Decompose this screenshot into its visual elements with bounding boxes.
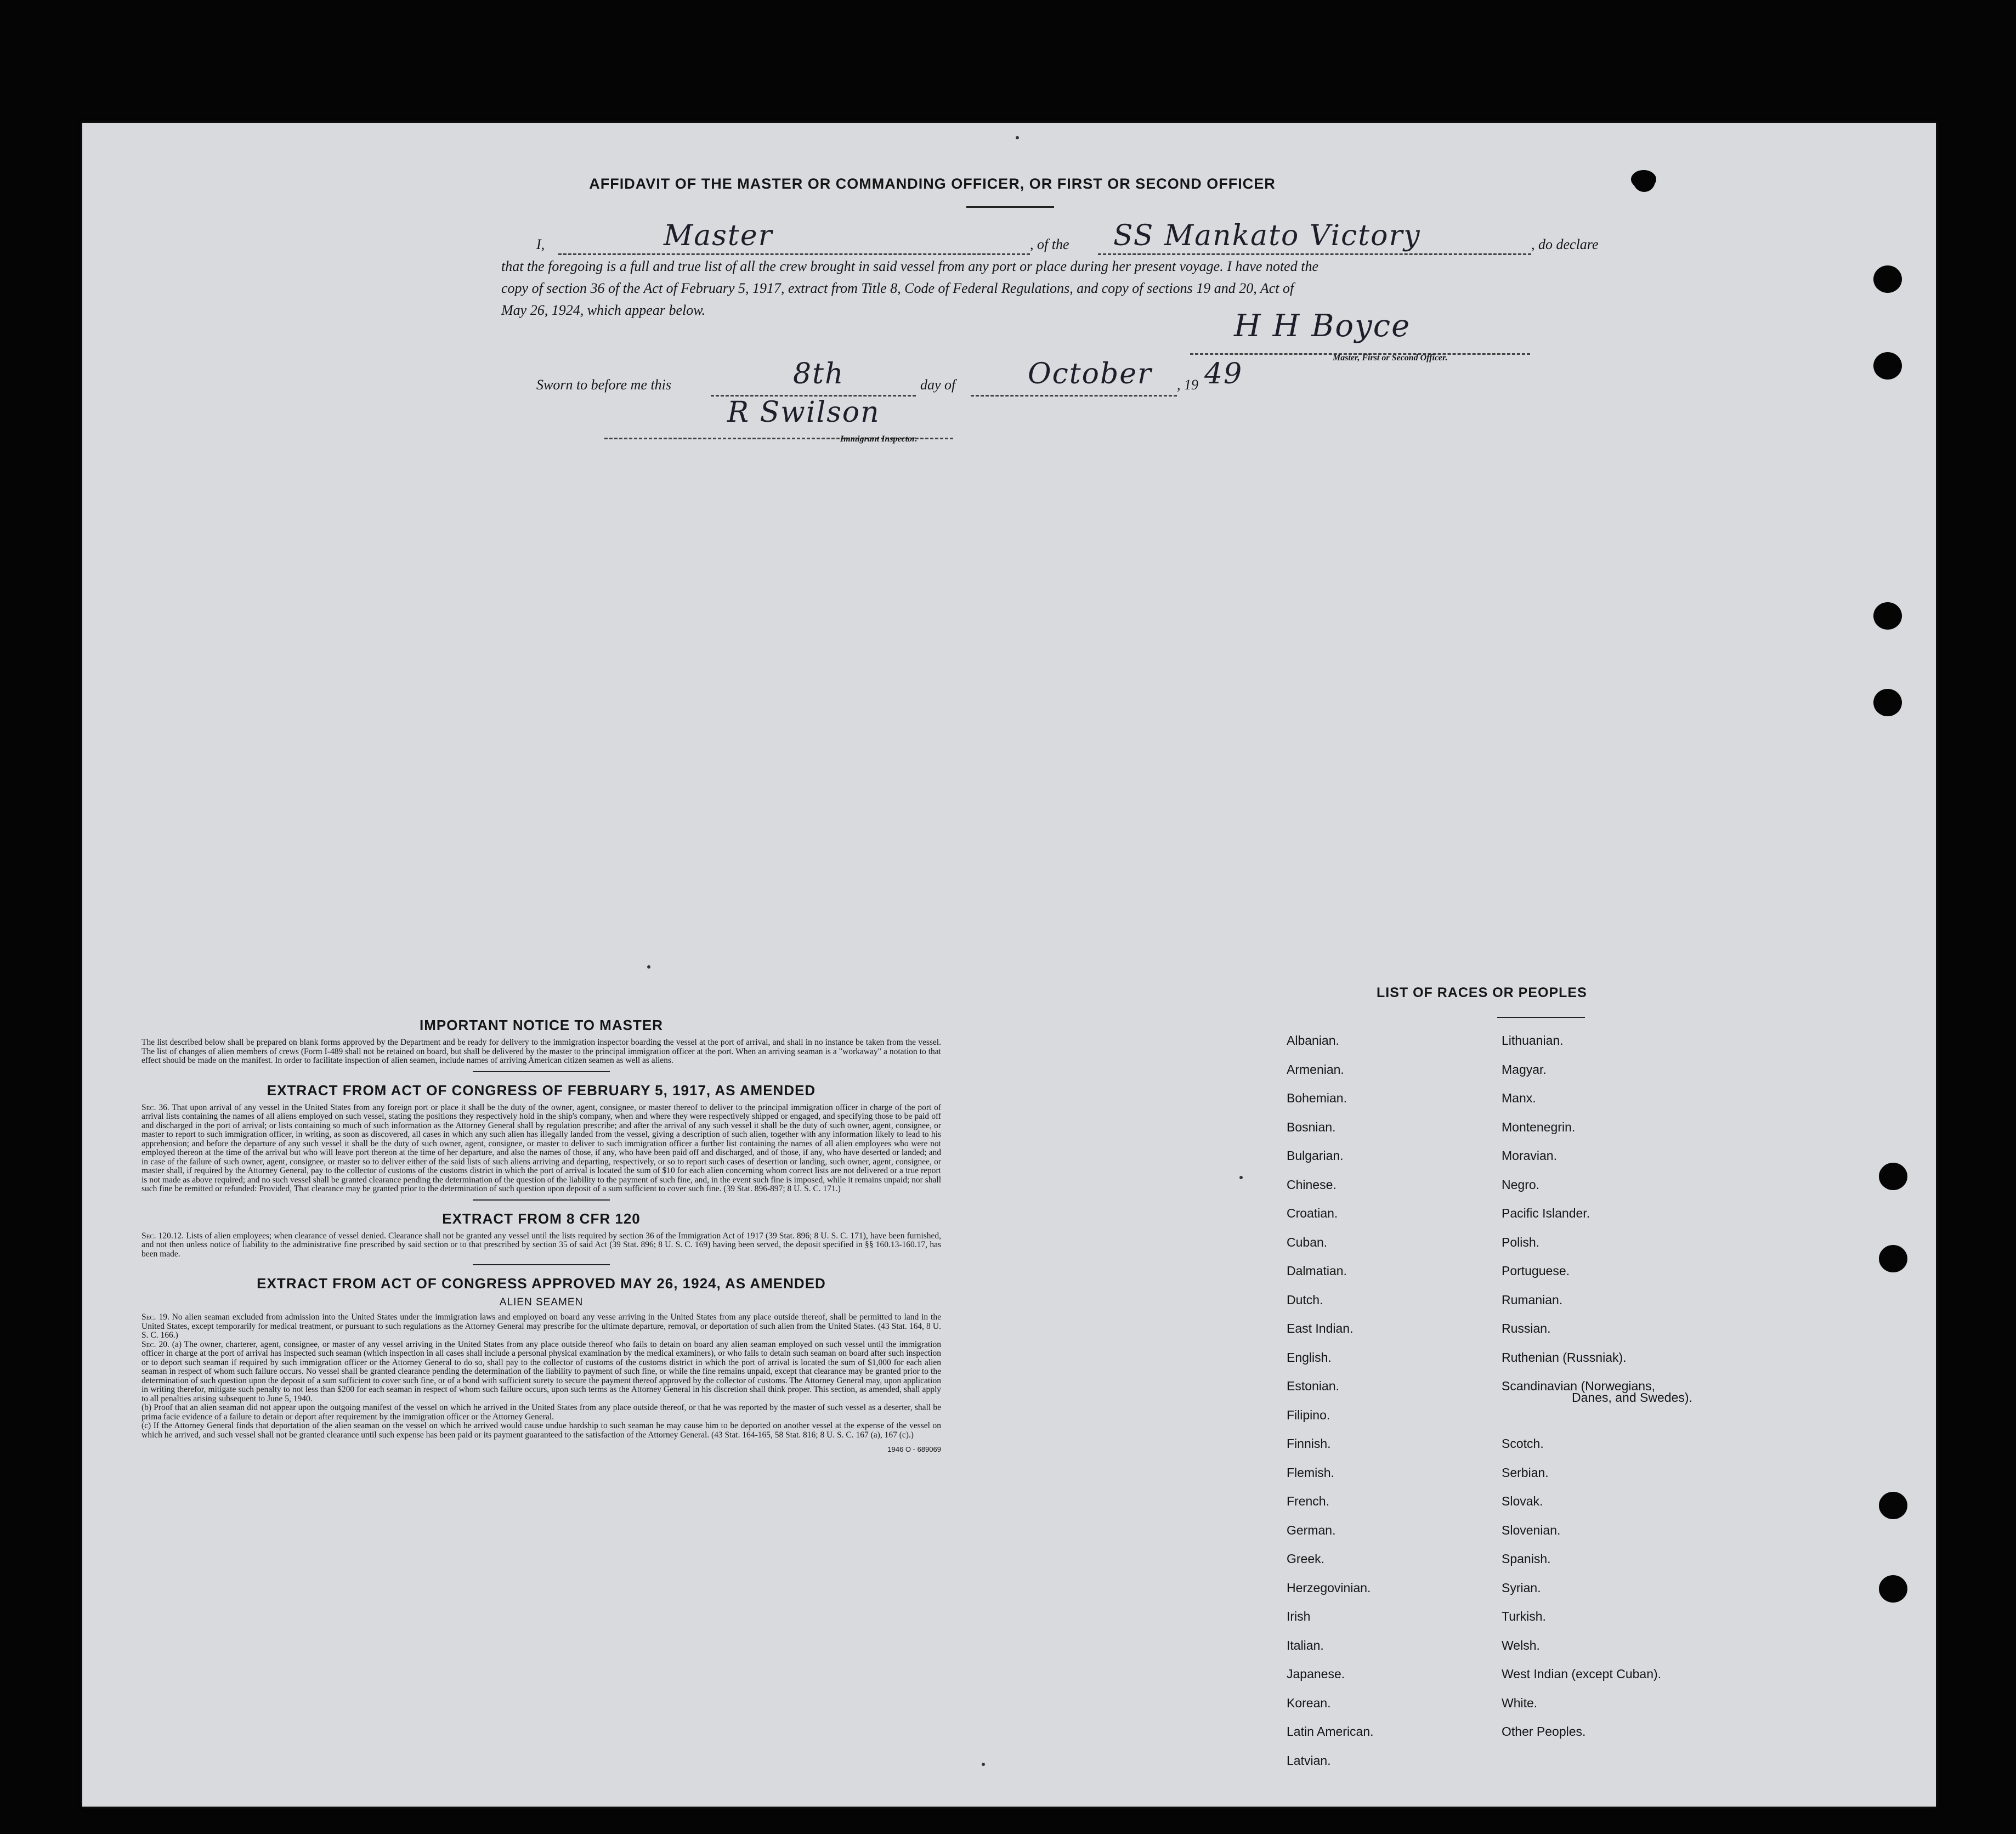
- speck: [647, 965, 650, 969]
- race-item: Syrian.: [1502, 1580, 1541, 1595]
- extract-1917-title: EXTRACT FROM ACT OF CONGRESS OF FEBRUARY 5, 1917, AS AMENDED: [267, 1082, 816, 1099]
- punched-hole: [1879, 1492, 1907, 1519]
- speck: [1016, 136, 1019, 139]
- race-item: English.: [1287, 1350, 1332, 1365]
- race-item: Italian.: [1287, 1638, 1324, 1652]
- notice-section: [141, 1017, 941, 1453]
- race-item: Bulgarian.: [1287, 1148, 1344, 1163]
- sec-20-label: Sec. 20.: [141, 1339, 169, 1349]
- print-code: 1946 O - 689069: [887, 1445, 941, 1453]
- sec-36-text: That upon arrival of any vessel in the United States from any foreign port or place it shall be the duty of the owner, agent, consignee, or master thereof to deliver to the principal immigration officer in charge of the port of arrival lists containing the names of all aliens employed on such vessel, stating the positions they respectively hold in the ship's company, when and where they were respectively shipped or engaged, and specifying those to be paid off and discharged in the port of arrival; or lists containing so much of such information as the Attorney General shall by regulation prescribe; and after the arrival of any such vessel it shall be the duty of such owner, agent, consignee, or master to report to such immigration officer, in writing, as soon as discovered, all cases in which any such alien has illegally landed from the vessel, giving a description of such alien, together with any information likely to lead to his apprehension; and before the departure of any such vessel it shall be the duty of such owner, agent, consignee, or master to deliver to such immigration officer a further list containing the names of all alien employees who were not employed thereon at the time of the arrival but who will leave port thereon at the time of her departure, and also the names of those, if any, who have been paid off and discharged, and of those, if any, who have deserted or landed; and in case of the failure of such owner, agent, consignee, or master so to deliver either of the said lists of such aliens arriving and departing, respectively, or so to report such cases of desertion or landing, such owner, agent, consignee, or master shall, if required by the Attorney General, pay to the collector of customs of the customs district in which the port of arrival is located the sum of $10 for each alien concerning whom correct lists are not delivered or a true report is not made as above required; and no such vessel shall be granted clearance pending the determination of the question of the liability to the payment of such fine, and, in the event such fine is imposed, while it remains unpaid; nor shall such fine be remitted or refunded: Provided, That clearance may be granted prior to the determination of such question upon deposit of a sum sufficient to cover such fine. (39 Stat. 896-897; 8 U. S. C. 171.): [141, 1102, 941, 1193]
- race-item: German.: [1287, 1522, 1336, 1537]
- officer-signature: H H Boyce: [1234, 308, 1411, 344]
- race-item: Irish: [1287, 1609, 1311, 1623]
- punched-hole: [1873, 352, 1902, 380]
- punched-hole: [1873, 265, 1902, 293]
- day-of-label: day of: [920, 377, 956, 393]
- sec-19-paragraph: [141, 1313, 941, 1340]
- race-item: Dutch.: [1287, 1292, 1323, 1307]
- document-page: [82, 123, 1936, 1807]
- sec-20-c-text: (c) If the Attorney General finds that deportation of the alien seaman on the vessel on which he arrived would cause undue hardship to such seaman he may cause him to be deported on another vessel at the expense of the vessel on which he arrived, and such vessel shall not be granted clearance until such expense has been paid or its payment guaranteed to the satisfaction of the Attorney General. (43 Stat. 164-165, 58 Stat. 816; 8 U. S. C. 167 (a), 167 (c).): [141, 1421, 941, 1440]
- races-title: LIST OF RACES OR PEOPLES: [1377, 985, 1587, 1000]
- sworn-label: Sworn to before me this: [536, 377, 672, 393]
- sec-120-12-label: Sec. 120.12.: [141, 1231, 184, 1241]
- race-item: French.: [1287, 1494, 1329, 1508]
- race-item: Negro.: [1502, 1177, 1540, 1192]
- extract-1917-text: [141, 1103, 941, 1194]
- extract-cfr-title: EXTRACT FROM 8 CFR 120: [442, 1210, 641, 1227]
- race-item: Other Peoples.: [1502, 1724, 1586, 1739]
- punched-hole: [1879, 1163, 1907, 1190]
- race-item: Scotch.: [1502, 1436, 1544, 1451]
- race-item: Bosnian.: [1287, 1119, 1336, 1134]
- signature-caption: Master, First or Second Officer.: [1333, 353, 1448, 363]
- divider: [473, 1199, 610, 1201]
- races-rule: [1497, 1017, 1585, 1018]
- month-handwritten: October: [1028, 358, 1152, 390]
- punched-hole: [1631, 170, 1656, 189]
- inspector-caption: Immigrant Inspector.: [840, 434, 918, 444]
- race-item: Cuban.: [1287, 1235, 1328, 1249]
- extract-1924-title: EXTRACT FROM ACT OF CONGRESS APPROVED MAY 26, 1924, AS AMENDED: [257, 1275, 826, 1292]
- inspector-signature: R Swilson: [727, 396, 880, 429]
- race-item: Bohemian.: [1287, 1091, 1347, 1105]
- day-handwritten: 8th: [793, 358, 845, 390]
- race-item: West Indian (except Cuban).: [1502, 1667, 1662, 1681]
- race-item: Pacific Islander.: [1502, 1206, 1590, 1220]
- sec-120-12-text: Lists of alien employees; when clearance of vessel denied. Clearance shall not be granted any vessel until the lists required by section 36 of the Immigration Act of 1917 (39 Stat. 896; 8 U. S. C. 171), have been furnished, and not then unless notice of liability to the administrative fine prescribed by said section or to that prescribed by section 35 of said Act (39 Stat. 896; 8 U. S. C. 169) having been served, the deposit specified in §§ 160.13-160.17, has been made.: [141, 1231, 942, 1259]
- master-handwritten: Master: [664, 219, 773, 252]
- race-item: Ruthenian (Russniak).: [1502, 1350, 1627, 1365]
- alien-seamen-subtitle: ALIEN SEAMEN: [499, 1297, 584, 1308]
- race-item: Japanese.: [1287, 1667, 1345, 1681]
- sec-19-text: No alien seaman excluded from admission into the United States under the immigration laws and employed on board any vesse arriving in the United States from any place outside thereof, shall be permitted to land in the United States, except temporarily for medical treatment, or pursuant to such regulations as the Attorney General may prescribe for the ultimate departure, removal, or deportation of such alien from the United States. (43 Stat. 164, 8 U. S. C. 166.): [141, 1312, 941, 1340]
- race-item: Herzegovinian.: [1287, 1580, 1371, 1595]
- race-item: Spanish.: [1502, 1552, 1551, 1566]
- race-item: Montenegrin.: [1502, 1119, 1576, 1134]
- race-item: Latvian.: [1287, 1753, 1331, 1768]
- year-prefix: , 19: [1177, 377, 1198, 393]
- punched-hole: [1873, 689, 1902, 716]
- punched-hole: [1873, 602, 1902, 630]
- race-item: Turkish.: [1502, 1609, 1546, 1623]
- race-item: Estonian.: [1287, 1379, 1339, 1393]
- divider: [473, 1071, 610, 1072]
- race-item: Serbian.: [1502, 1465, 1549, 1480]
- notice-title: IMPORTANT NOTICE TO MASTER: [420, 1017, 663, 1033]
- affidavit-body-line-1: that the foregoing is a full and true list of all the crew brought in said vessel from any port or place during her present voyage. I have noted the: [501, 258, 1318, 274]
- do-declare-label: , do declare: [1531, 236, 1599, 252]
- title-rule: [966, 206, 1054, 208]
- vessel-handwritten: SS Mankato Victory: [1113, 219, 1421, 252]
- i-label: I,: [536, 236, 545, 252]
- race-item: Moravian.: [1502, 1148, 1557, 1163]
- of-the-label: , of the: [1030, 236, 1069, 252]
- race-item: Slovak.: [1502, 1494, 1543, 1508]
- race-item: Slovenian.: [1502, 1522, 1561, 1537]
- notice-text: The list described below shall be prepared on blank forms approved by the Department and be ready for delivery to the immigration inspector boarding the vessel at the port of arrival, and shall in no instance be taken from the vessel. The list of changes of alien members of crews (Form I-489 shall not be retained on board, but shall be delivered by the master to the principal immigration officer at the port. When an arriving seaman is a "workaway" a notation to that effect should be made on the manifest. In order to facilitate inspection of alien seamen, include names of arriving American citizen seamen as well as aliens.: [141, 1038, 941, 1065]
- race-item: Russian.: [1502, 1321, 1551, 1335]
- race-item: Korean.: [1287, 1695, 1331, 1710]
- race-item: Armenian.: [1287, 1062, 1344, 1077]
- punched-hole: [1879, 1575, 1907, 1603]
- race-item: Polish.: [1502, 1235, 1540, 1249]
- race-scandinavian-continued: Danes, and Swedes).: [1572, 1390, 1692, 1405]
- punched-hole: [1879, 1245, 1907, 1272]
- affidavit-body-line-3: May 26, 1924, which appear below.: [501, 302, 706, 318]
- race-item: Manx.: [1502, 1091, 1536, 1105]
- race-item: Chinese.: [1287, 1177, 1337, 1192]
- race-item: Scandinavian (Norwegians,: [1502, 1379, 1655, 1393]
- name-line: [558, 235, 1030, 255]
- speck: [982, 1763, 985, 1766]
- sec-20-b-text: (b) Proof that an alien seaman did not appear upon the outgoing manifest of the vessel on which he arrived in the United States from any place outside thereof, or that he was reported by the master of such vessel as a deserter, shall be prima facie evidence of a failure to detain or deport after requirement by the immigration officer or the Attorney General.: [141, 1403, 941, 1422]
- sec-20-paragraph: [141, 1340, 941, 1404]
- sec-19-label: Sec. 19.: [141, 1312, 169, 1322]
- race-item: Finnish.: [1287, 1436, 1331, 1451]
- race-item: Dalmatian.: [1287, 1264, 1347, 1278]
- race-item: Filipino.: [1287, 1407, 1330, 1422]
- race-item: Latin American.: [1287, 1724, 1374, 1739]
- race-item: East Indian.: [1287, 1321, 1354, 1335]
- race-item: Magyar.: [1502, 1062, 1547, 1077]
- race-item: Welsh.: [1502, 1638, 1540, 1652]
- race-item: Rumanian.: [1502, 1292, 1563, 1307]
- speck: [1239, 1176, 1243, 1179]
- extract-cfr-text: [141, 1232, 941, 1259]
- race-item: Flemish.: [1287, 1465, 1334, 1480]
- race-item: Portuguese.: [1502, 1264, 1570, 1278]
- sec-36-label: Sec. 36.: [141, 1102, 169, 1112]
- race-item: Albanian.: [1287, 1033, 1339, 1048]
- sec-20-text: (a) The owner, charterer, agent, consignee, or master of any vessel arriving in the United States from any place outside thereof who fails to detain on board any alien seaman employed on such vessel until the immigration officer in charge at the port of arrival has inspected such seaman (which inspection in all cases shall include a personal physical examination by the medical examiners), or who fails to detain such seaman on board after such inspection or to deport such seaman if required by such immigration officer or the Attorney General to do so, shall pay to the collector of customs of the customs district in which the port of arrival is located the sum of $1,000 for each alien seaman in respect of whom such failure occurs. No vessel shall be granted clearance pending the determination of the liability to payment of such fine, or while the fine remains unpaid, except that clearance may be granted prior to the determination of such question upon the deposit of a sum sufficient to cover such fine, or of a bond with sufficient surety to secure the payment thereof approved by the collector of customs. The Attorney General may, upon application in writing therefor, mitigate such penalty to not less than $200 for each seaman in respect of whom such failure occurs, upon such terms as the Attorney General in his discretion shall think proper. This section, as amended, shall apply to all penalties arising subsequent to June 5, 1940.: [141, 1339, 941, 1403]
- affidavit-title: AFFIDAVIT OF THE MASTER OR COMMANDING OFFICER, OR FIRST OR SECOND OFFICER: [589, 176, 1276, 192]
- race-item: Lithuanian.: [1502, 1033, 1564, 1048]
- year-handwritten: 49: [1204, 358, 1243, 390]
- race-item: Croatian.: [1287, 1206, 1338, 1220]
- divider: [473, 1264, 610, 1265]
- race-item: White.: [1502, 1695, 1538, 1710]
- affidavit-body-line-2: copy of section 36 of the Act of February 5, 1917, extract from Title 8, Code of Federal Regulations, and copy of sections 19 and 20, Act of: [501, 280, 1294, 296]
- race-item: Greek.: [1287, 1552, 1325, 1566]
